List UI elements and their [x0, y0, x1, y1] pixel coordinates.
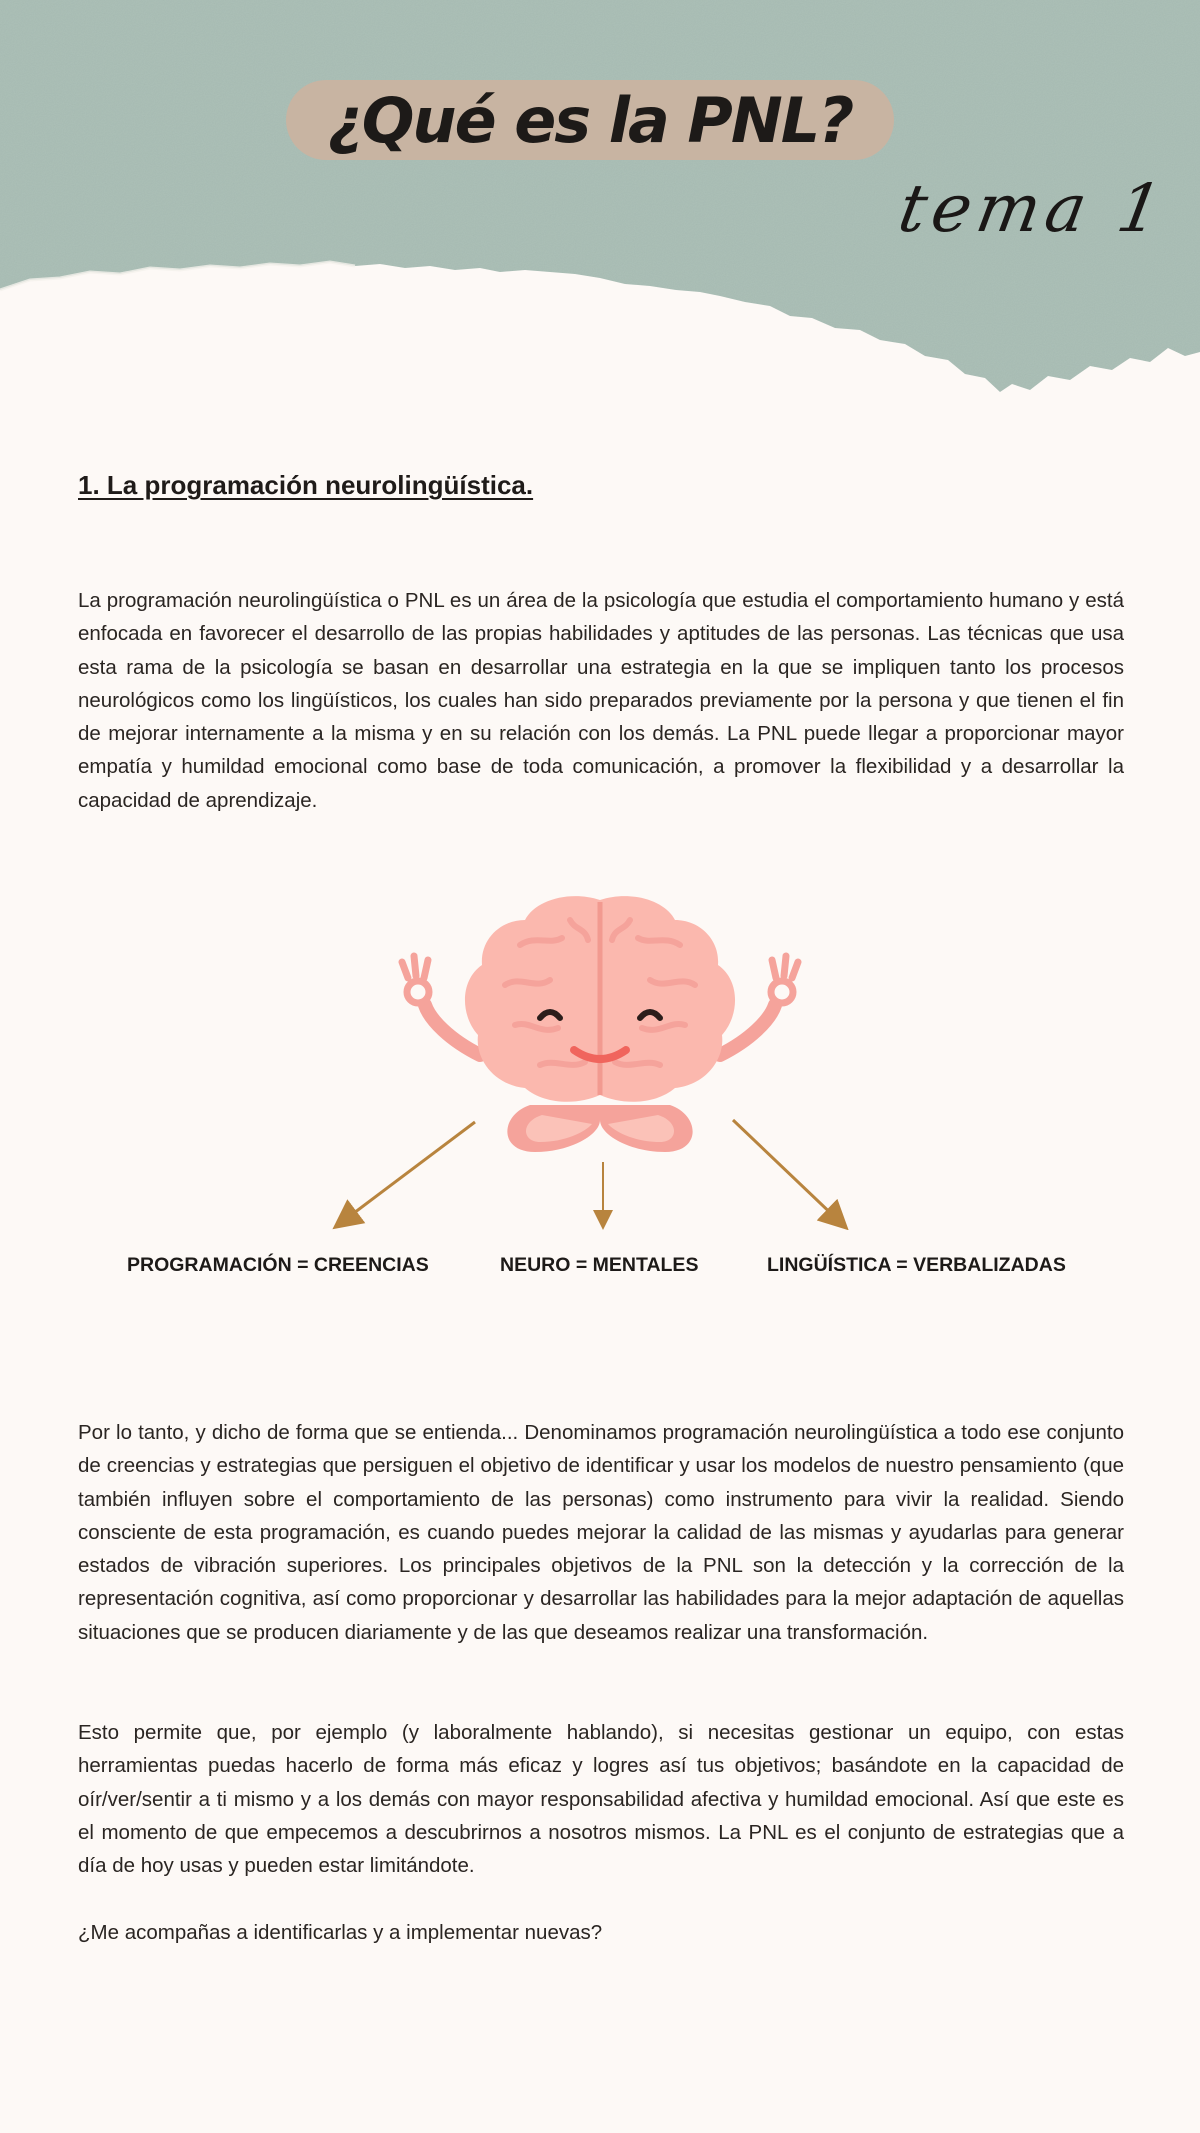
label-linguistica: LINGÜÍSTICA = VERBALIZADAS [767, 1254, 1066, 1276]
arrow-right [733, 1120, 840, 1222]
header-banner [0, 0, 1200, 400]
example-paragraph: Esto permite que, por ejemplo (y laboralmente hablando), si necesitas gestionar un equipo, con estas herramientas puedas hacerlo de forma más eficaz y logres así tus objetivos; basándote en la capacidad de oír/ver/sentir a ti mismo y a los demás con mayor responsabilidad afectiva y humildad emocional. Así que este es el momento de que empecemos a descubrirnos a nosotros mismos. La PNL es el conjunto de estrategias que a día de hoy usas y pueden estar limitándote. [78, 1721, 1124, 1878]
title-pill [286, 80, 894, 160]
tema-label: tema 1 [893, 170, 1174, 247]
arrow-left [342, 1122, 475, 1222]
label-programacion: PROGRAMACIÓN = CREENCIAS [127, 1254, 429, 1276]
closing-question: ¿Me acompañas a identificarlas y a implementar nuevas? [78, 1921, 603, 1944]
intro-paragraph: La programación neurolingüística o PNL es un área de la psicología que estudia el comportamiento humano y está enfocada en favorecer el desarrollo de las propias habilidades y aptitudes de las personas. Las técnicas que usa esta rama de la psicología se basan en desarrollar una estrategia en la que se impliquen tanto los procesos neurológicos como los lingüísticos, los cuales han sido preparados previamente por la persona y que tienen el fin de mejorar internamente a la misma y en su relación con los demás. La PNL puede llegar a proporcionar mayor empatía y humildad emocional como base de toda comunicación, a promover la flexibilidad y a desarrollar la capacidad de aprendizaje. [78, 589, 1124, 812]
page-title: ¿Qué es la PNL? [327, 83, 853, 157]
diagram-arrows [300, 1110, 860, 1230]
section-title: 1. La programación neurolingüística. [78, 470, 534, 500]
label-neuro: NEURO = MENTALES [500, 1254, 699, 1276]
explanation-paragraph: Por lo tanto, y dicho de forma que se entienda... Denominamos programación neurolingüística a todo ese conjunto de creencias y estrategias que persiguen el objetivo de identificar y usar los modelos de nuestro pensamiento (que también influyen sobre el comportamiento de las personas) como instrumento para vivir la realidad. Siendo consciente de esta programación, es cuando puedes mejorar la calidad de las mismas y ayudarlas para generar estados de vibración superiores. Los principales objetivos de la PNL son la detección y la corrección de la representación cognitiva, así como proporcionar y desarrollar las habilidades para la mejor adaptación de aquellas situaciones que se producen diariamente y de las que deseamos realizar una transformación. [78, 1421, 1124, 1644]
